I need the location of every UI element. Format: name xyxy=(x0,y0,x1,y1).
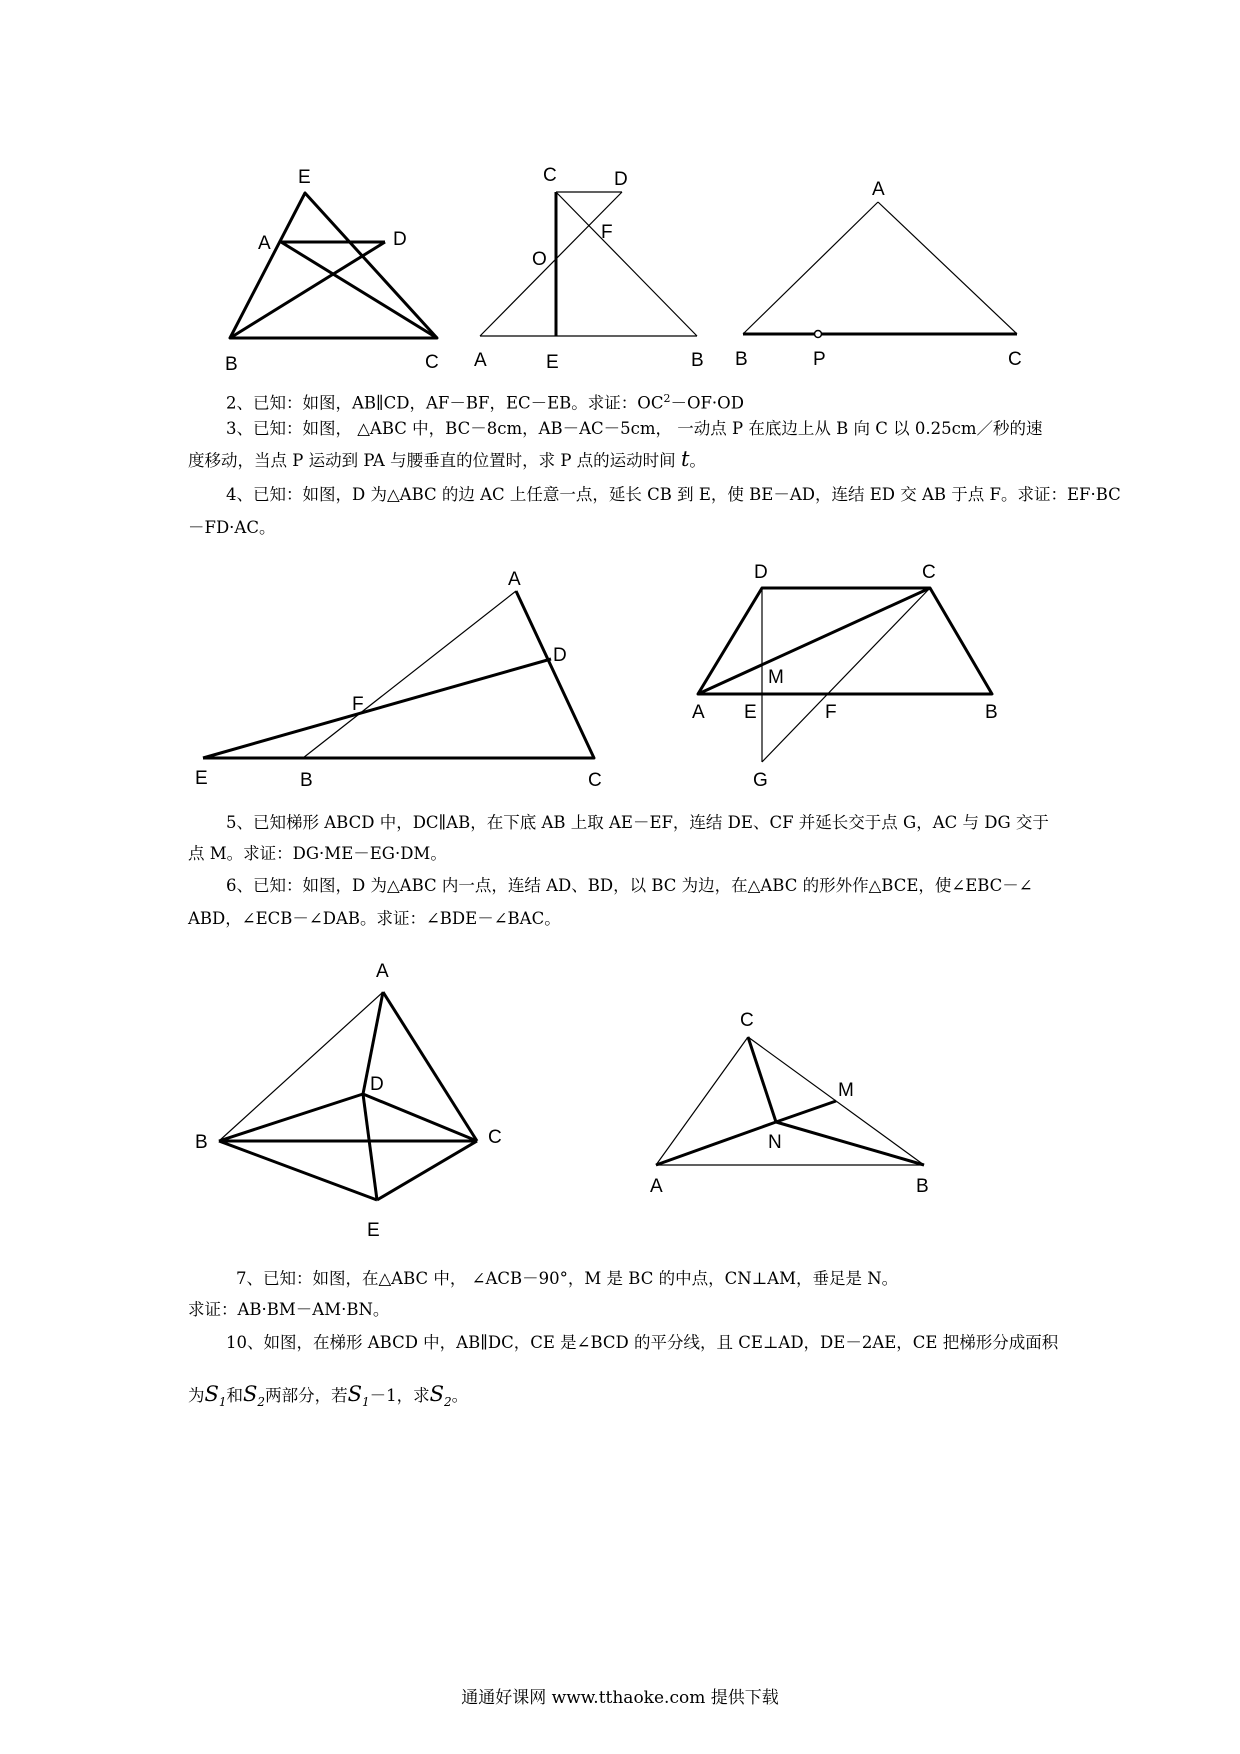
fig1-label-C: C xyxy=(425,352,439,373)
fig4-label-B: B xyxy=(300,770,313,791)
figure-2-shapes xyxy=(480,192,697,336)
problem-10-w4: －1，求 xyxy=(369,1386,430,1405)
problem-10-line-1: 10、如图，在梯形 ABCD 中，AB∥DC，CE 是∠BCD 的平分线，且 CE⊥AD，DE－2AE，CE 把梯形分成面积 xyxy=(226,1333,1059,1352)
fig4-label-A: A xyxy=(508,569,521,590)
problem-3-text: 度移动，当点 P 运动到 PA 与腰垂直的位置时，求 P 点的运动时间 xyxy=(188,451,676,470)
fig5-label-B: B xyxy=(985,702,998,723)
problem-7-line-2: 求证：AB·BM－AM·BN。 xyxy=(188,1300,390,1319)
fig2-label-D: D xyxy=(614,169,628,190)
fig7-label-N: N xyxy=(768,1132,782,1153)
fig1-label-D: D xyxy=(393,229,407,250)
fig4-label-F: F xyxy=(352,694,364,715)
fig5-label-F: F xyxy=(825,702,837,723)
problem-3-end: 。 xyxy=(689,451,706,470)
fig7-label-A: A xyxy=(650,1176,663,1197)
fig5-label-C: C xyxy=(922,562,936,583)
fig7-label-M: M xyxy=(838,1080,854,1101)
fig1-label-B: B xyxy=(225,354,238,375)
problem-10-s1: $S_1$ xyxy=(204,1382,227,1410)
fig7-label-C: C xyxy=(740,1010,754,1031)
problem-3-line-1: 3、已知：如图， △ABC 中，BC－8cm，AB－AC－5cm， 一动点 P 在底边上从 B 向 C 以 0.25cm／秒的速 xyxy=(226,419,1043,438)
fig6-label-E: E xyxy=(367,1220,380,1241)
figure-5-shapes xyxy=(698,588,992,762)
fig2-label-O: O xyxy=(532,249,547,270)
fig2-label-F: F xyxy=(601,222,613,243)
problem-10-w1: 为 xyxy=(188,1386,205,1405)
problem-5-line-2: 点 M。求证：DG·ME－EG·DM。 xyxy=(188,844,447,863)
fig5-label-E: E xyxy=(744,702,757,723)
figure-6-shapes xyxy=(219,992,477,1200)
figure-4-shapes xyxy=(203,591,594,758)
fig1-label-E: E xyxy=(298,167,311,188)
fig3-label-C: C xyxy=(1008,349,1022,370)
fig4-label-D: D xyxy=(553,645,567,666)
fig3-label-P: P xyxy=(813,349,826,370)
page-footer: 通通好课网 www.tthaoke.com 提供下载 xyxy=(461,1688,779,1708)
problem-10-s1-again: $S_1$ xyxy=(347,1382,370,1410)
problem-10-s2-again: $S_2$ xyxy=(429,1382,452,1410)
problem-6-line-1: 6、已知：如图，D 为△ABC 内一点，连结 AD、BD，以 BC 为边，在△ABC 的形外作△BCE，使∠EBC－∠ xyxy=(226,876,1033,895)
fig2-label-E: E xyxy=(546,352,559,373)
fig6-label-B: B xyxy=(195,1132,208,1153)
problem-10-w3: 两部分，若 xyxy=(265,1386,348,1405)
problem-2-superscript: 2 xyxy=(663,392,671,405)
fig6-label-A: A xyxy=(376,961,389,982)
problem-5-line-1: 5、已知梯形 ABCD 中，DC∥AB，在下底 AB 上取 AE－EF，连结 DE、CF 并延长交于点 G，AC 与 DG 交于 xyxy=(226,813,1049,832)
problem-2-text-end: －OF·OD xyxy=(670,393,744,413)
problem-4-line-2: －FD·AC。 xyxy=(188,518,276,537)
fig5-label-A: A xyxy=(692,702,705,723)
problem-6-line-2: ABD，∠ECB－∠DAB。求证：∠BDE－∠BAC。 xyxy=(188,909,561,928)
fig2-label-C: C xyxy=(543,165,557,186)
fig5-label-D: D xyxy=(754,562,768,583)
problem-4-line-1: 4、已知：如图，D 为△ABC 的边 AC 上任意一点，延长 CB 到 E，使 BE－AD，连结 ED 交 AB 于点 F。求证：EF·BC xyxy=(226,485,1121,504)
fig7-label-B: B xyxy=(916,1176,929,1197)
figure-1-shapes xyxy=(230,193,437,338)
fig6-label-D: D xyxy=(370,1074,384,1095)
problem-2-text: 2、已知：如图，AB∥CD，AF－BF，EC－EB。求证：OC xyxy=(226,393,664,413)
fig4-label-C: C xyxy=(588,770,602,791)
fig4-label-E: E xyxy=(195,768,208,789)
figure-3-shapes xyxy=(743,202,1017,338)
problem-10-line-2 xyxy=(188,1376,468,1420)
fig1-label-A: A xyxy=(258,233,271,254)
problem-3-var-t: t xyxy=(680,447,690,471)
figure-7-shapes xyxy=(656,1037,924,1165)
fig5-label-G: G xyxy=(753,770,768,791)
fig3-label-A: A xyxy=(872,179,885,200)
problem-10-w2: 和 xyxy=(226,1386,244,1405)
fig6-label-C: C xyxy=(488,1127,502,1148)
fig2-label-B: B xyxy=(691,350,704,371)
problem-7-line-1: 7、已知：如图，在△ABC 中， ∠ACB－90°，M 是 BC 的中点，CN⊥AM，垂足是 N。 xyxy=(236,1269,899,1288)
fig5-label-M: M xyxy=(768,667,784,688)
problem-10-w5: 。 xyxy=(451,1386,469,1405)
problem-10-s2: $S_2$ xyxy=(243,1382,266,1410)
fig3-label-B: B xyxy=(735,349,748,370)
fig2-label-A: A xyxy=(474,350,487,371)
problem-3-line-2 xyxy=(188,444,706,476)
